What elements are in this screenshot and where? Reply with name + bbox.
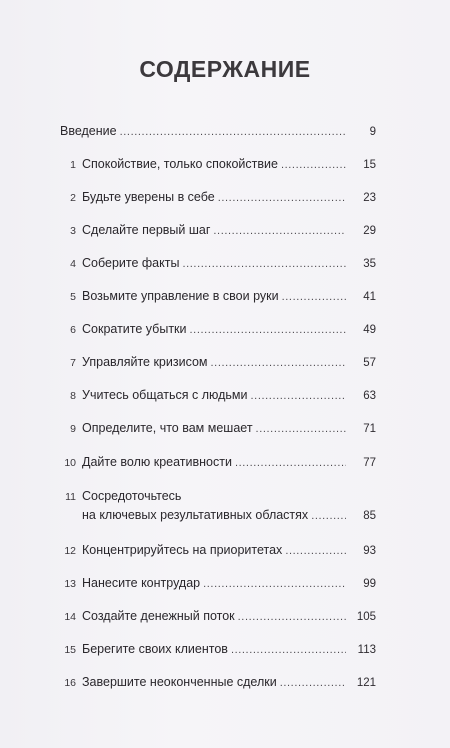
dot-leader	[282, 289, 346, 305]
toc-entry-page: 71	[363, 423, 376, 435]
toc-entry-page: 57	[363, 357, 376, 369]
toc-entry-1[interactable]	[60, 156, 376, 173]
chapter-number: 16	[64, 677, 76, 689]
toc-entry-page: 121	[356, 677, 376, 689]
chapter-number: 7	[70, 357, 76, 369]
toc-entry-label: Концентрируйтесь на приоритетах	[82, 543, 283, 557]
toc-entry-12[interactable]	[60, 542, 376, 559]
toc-entry-2[interactable]	[60, 189, 376, 206]
page-title: СОДЕРЖАНИЕ	[139, 56, 311, 82]
chapter-number: 4	[70, 258, 76, 270]
toc-entry-label: Сосредоточьтесь	[82, 489, 182, 503]
dot-leader	[120, 124, 346, 140]
toc-entry-intro[interactable]	[60, 123, 376, 140]
dot-leader	[281, 157, 346, 173]
toc-entry-page: 85	[363, 510, 376, 522]
toc-entry-15[interactable]	[60, 641, 376, 658]
chapter-number: 6	[70, 324, 76, 336]
toc-entry-label: Возьмите управление в свои руки	[82, 289, 279, 303]
toc-entry-label: Берегите своих клиентов	[82, 642, 228, 656]
chapter-number: 12	[64, 545, 76, 557]
chapter-number: 11	[65, 491, 76, 503]
chapter-number: 5	[70, 291, 76, 303]
chapter-number: 10	[64, 457, 76, 469]
toc-entry-9[interactable]	[60, 420, 376, 437]
chapter-number: 15	[64, 644, 76, 656]
toc-entry-page: 35	[363, 258, 376, 270]
toc-entry-label: Сделайте первый шаг	[82, 223, 211, 237]
toc-entry-page: 41	[363, 291, 376, 303]
toc-entry-page: 15	[363, 159, 376, 171]
dot-leader	[182, 256, 346, 272]
toc-entry-label: Дайте волю креативности	[82, 455, 232, 469]
toc-entry-page: 105	[356, 611, 376, 623]
toc-entry-13[interactable]	[60, 575, 376, 592]
chapter-number: 1	[70, 159, 76, 171]
dot-leader	[231, 642, 346, 658]
toc-entry-5[interactable]	[60, 288, 376, 305]
toc-entry-page: 93	[363, 545, 376, 557]
toc-entry-label: Управляйте кризисом	[82, 355, 208, 369]
chapter-number: 8	[70, 390, 76, 402]
toc-entry-label: Определите, что вам мешает	[82, 421, 253, 435]
toc-entry-page: 77	[363, 457, 376, 469]
toc-entry-label-continued: на ключевых результативных областях	[82, 508, 309, 522]
dot-leader	[211, 355, 346, 371]
dot-leader	[203, 576, 346, 592]
toc-entry-label: Будьте уверены в себе	[82, 190, 215, 204]
toc-entry-4[interactable]	[60, 255, 376, 272]
chapter-number: 9	[70, 423, 76, 435]
dot-leader	[218, 190, 346, 206]
toc-entry-page: 29	[363, 225, 376, 237]
toc-entry-page: 63	[363, 390, 376, 402]
chapter-number: 13	[64, 578, 76, 590]
chapter-number: 3	[70, 225, 76, 237]
toc-entry-7[interactable]	[60, 354, 376, 371]
toc-entry-10[interactable]	[60, 454, 376, 471]
toc-entry-label: Нанесите контрудар	[82, 576, 201, 590]
chapter-number: 14	[64, 611, 76, 623]
toc-entry-page: 23	[363, 192, 376, 204]
dot-leader	[251, 388, 346, 404]
toc-entry-page: 9	[369, 126, 376, 138]
toc-entry-label: Завершите неоконченные сделки	[82, 675, 277, 689]
dot-leader	[256, 421, 346, 437]
toc-entry-6[interactable]	[60, 321, 376, 338]
toc-entry-label: Сократите убытки	[82, 322, 187, 336]
dot-leader	[213, 223, 346, 239]
toc-entry-11[interactable]	[60, 488, 376, 524]
toc-entry-page: 99	[363, 578, 376, 590]
toc-entry-page: 49	[363, 324, 376, 336]
dot-leader	[311, 508, 346, 524]
toc-entry-label: Соберите факты	[82, 256, 180, 270]
dot-leader	[190, 322, 346, 338]
dot-leader	[285, 543, 346, 559]
toc-entry-label: Введение	[60, 124, 117, 138]
dot-leader	[238, 609, 346, 625]
toc-entry-label: Спокойствие, только спокойствие	[82, 157, 278, 171]
toc-entry-3[interactable]	[60, 222, 376, 239]
toc-entry-8[interactable]	[60, 387, 376, 404]
toc-entry-page: 113	[357, 644, 376, 656]
dot-leader	[280, 675, 346, 691]
toc-entry-label: Создайте денежный поток	[82, 609, 235, 623]
chapter-number: 2	[70, 192, 76, 204]
toc-entry-14[interactable]	[60, 608, 376, 625]
toc-entry-label: Учитесь общаться с людьми	[82, 388, 248, 402]
toc-entry-16[interactable]	[60, 674, 376, 691]
dot-leader	[235, 455, 346, 471]
